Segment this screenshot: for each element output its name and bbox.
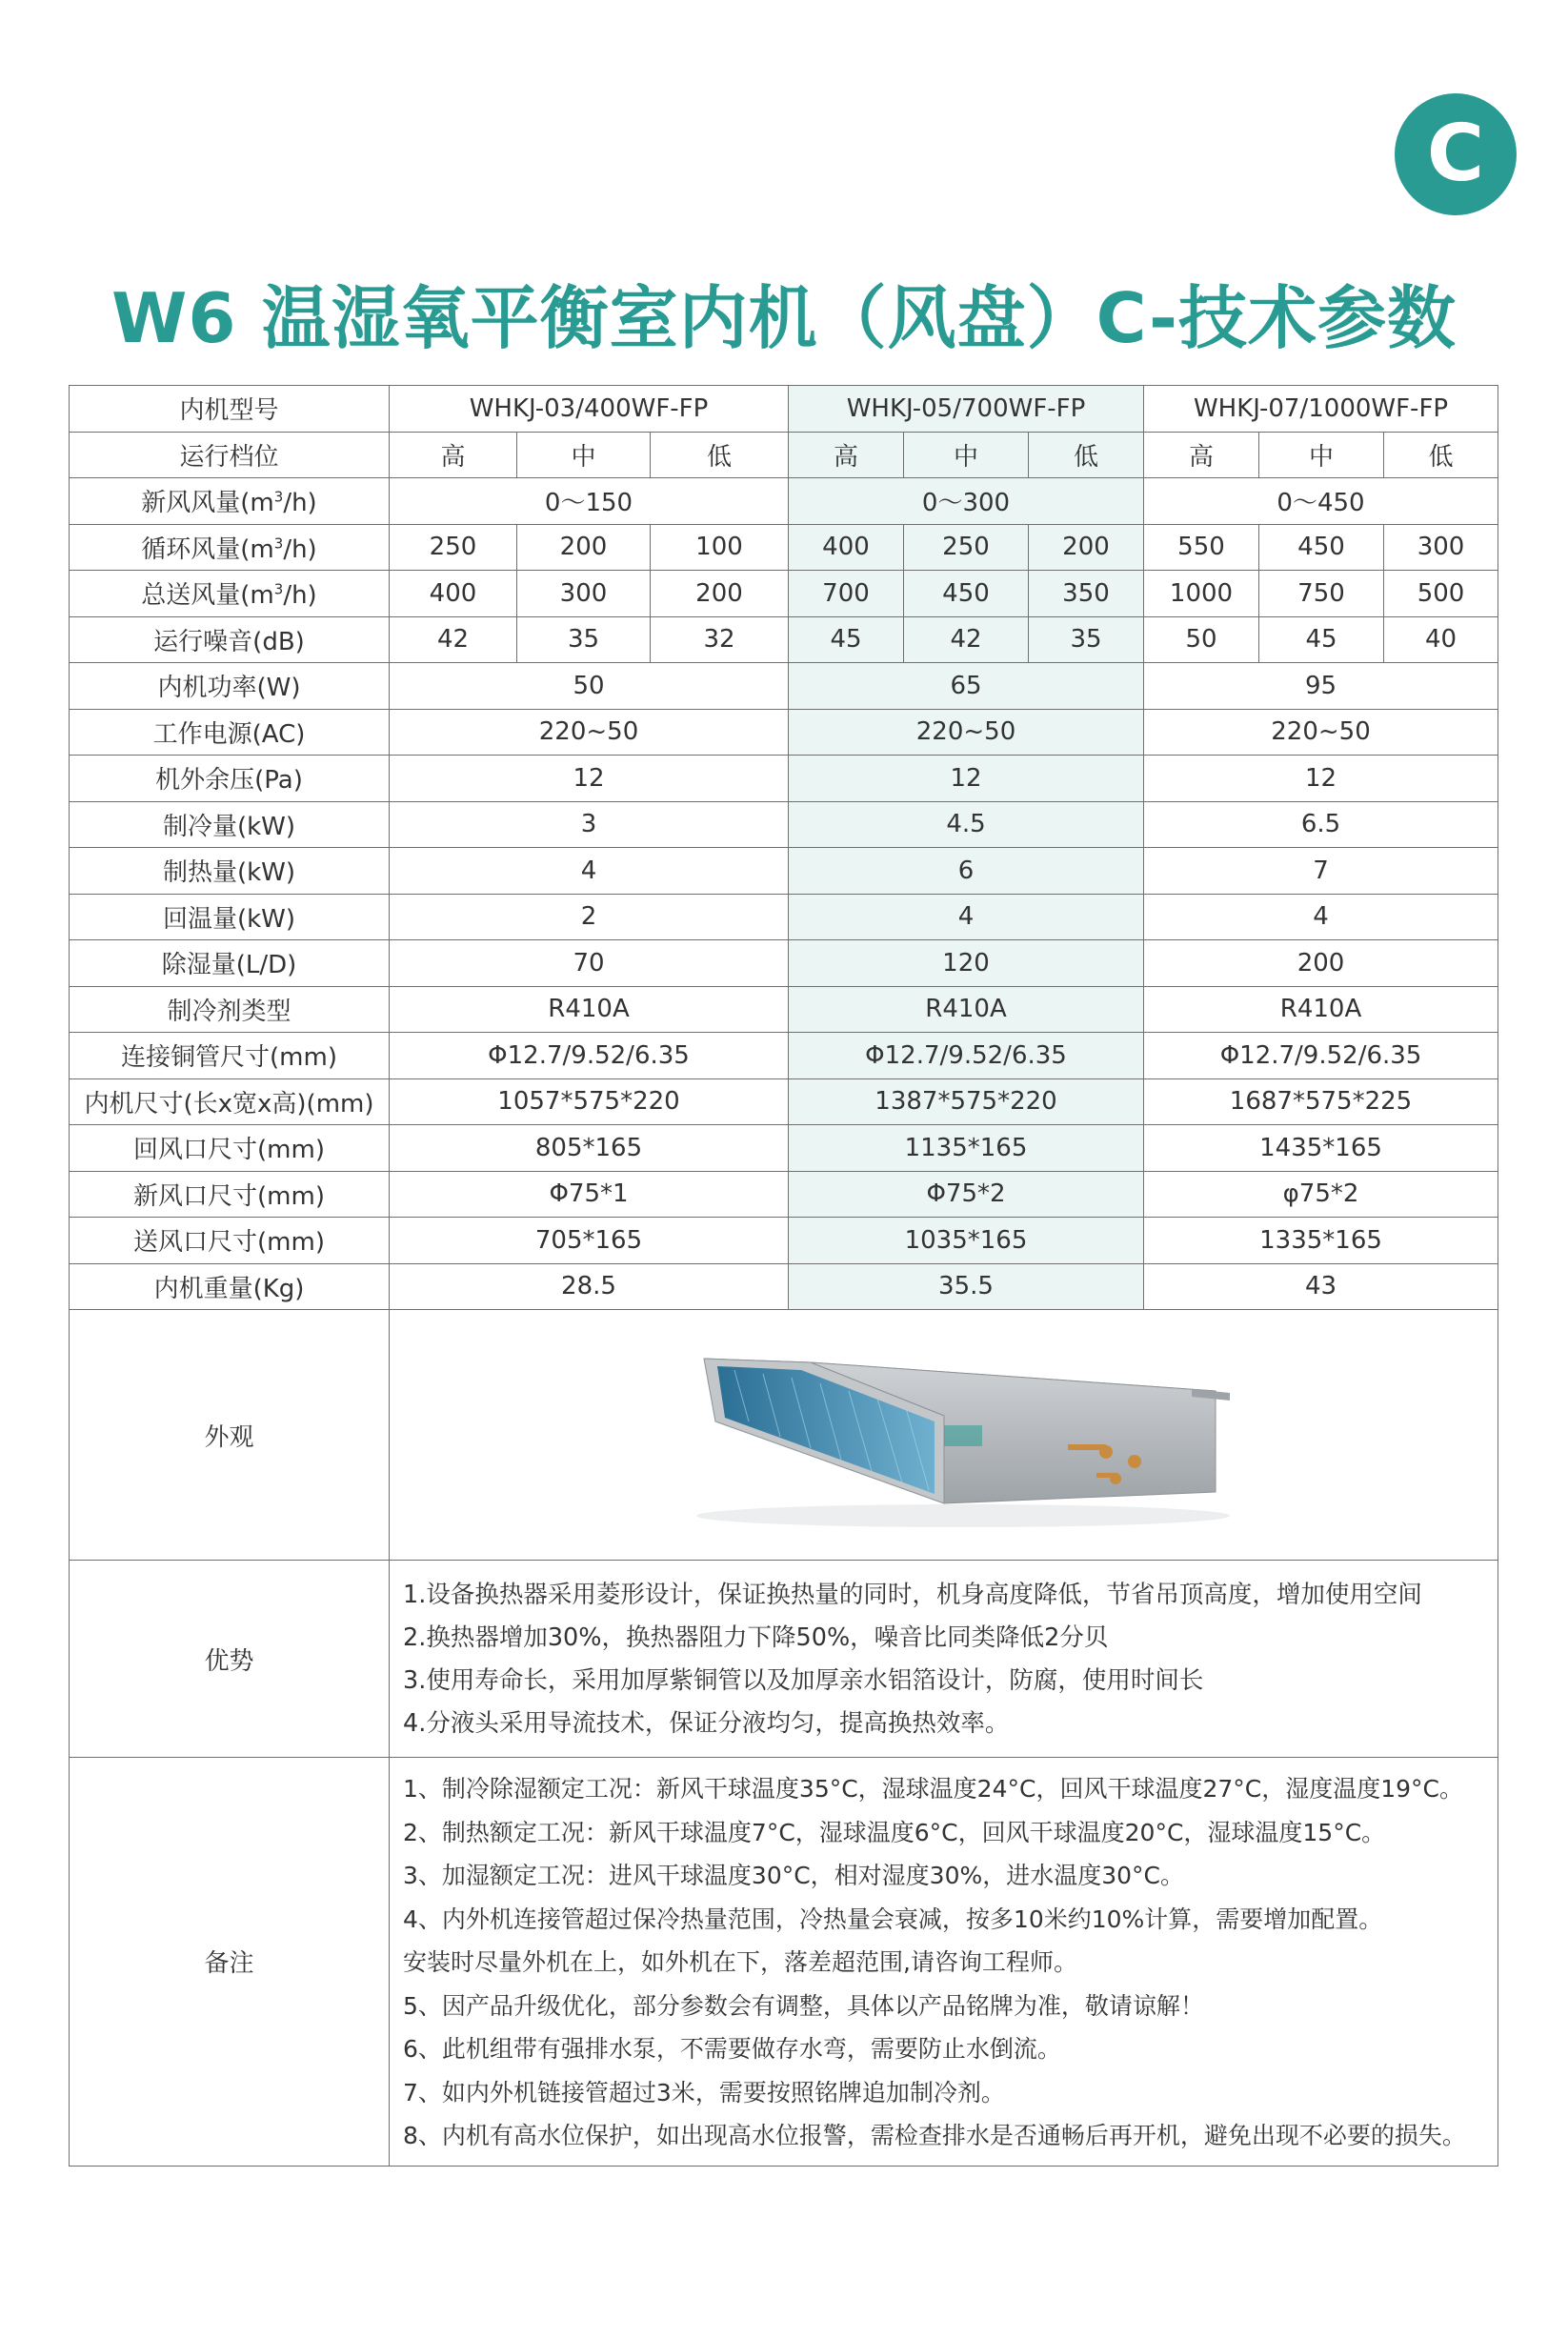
value-cell: 400 xyxy=(789,524,904,571)
value-cell: 70 xyxy=(390,940,789,987)
list-item: 安装时尽量外机在上，如外机在下，落差超范围,请咨询工程师。 xyxy=(403,1948,1077,1976)
label-return-port: 回风口尺寸(mm) xyxy=(70,1125,390,1172)
value-cell: 2 xyxy=(390,894,789,940)
gear-cell: 低 xyxy=(1029,432,1144,478)
value-cell: 705*165 xyxy=(390,1218,789,1264)
label-notes: 备注 xyxy=(70,1758,390,2167)
value-cell: 200 xyxy=(517,524,651,571)
value-cell: 50 xyxy=(1144,616,1259,663)
label-dehum: 除湿量(L/D) xyxy=(70,940,390,987)
value-cell: 6.5 xyxy=(1144,801,1498,848)
value-cell: 4 xyxy=(390,848,789,895)
value-cell: 1035*165 xyxy=(789,1218,1144,1264)
value-cell: 220~50 xyxy=(390,709,789,756)
label-advantages: 优势 xyxy=(70,1561,390,1758)
value-cell: 1135*165 xyxy=(789,1125,1144,1172)
value-cell: 250 xyxy=(904,524,1029,571)
value-cell: 1335*165 xyxy=(1144,1218,1498,1264)
row-reheat xyxy=(70,894,1498,940)
value-cell: 200 xyxy=(1144,940,1498,987)
row-cooling xyxy=(70,801,1498,848)
list-item: 2.换热器增加30%，换热器阻力下降50%，噪音比同类降低2分贝 xyxy=(403,1623,1109,1652)
value-cell: 400 xyxy=(390,571,517,617)
value-cell: 3 xyxy=(390,801,789,848)
label-fresh-port: 新风口尺寸(mm) xyxy=(70,1171,390,1218)
value-cell: 1000 xyxy=(1144,571,1259,617)
label-heating: 制热量(kW) xyxy=(70,848,390,895)
list-item: 5、因产品升级优化，部分参数会有调整，具体以产品铭牌为准，敬请谅解！ xyxy=(403,1991,1204,2020)
spec-table xyxy=(69,385,1498,2167)
row-power xyxy=(70,663,1498,710)
ducted-fan-coil-unit-image xyxy=(658,1340,1230,1530)
row-dehum xyxy=(70,940,1498,987)
row-fresh-air xyxy=(70,478,1498,525)
value-cell: 32 xyxy=(651,616,789,663)
row-supply-port xyxy=(70,1218,1498,1264)
list-item: 4、内外机连接管超过保冷热量范围，冷热量会衰减，按多10米约10%计算，需要增加配置。 xyxy=(403,1905,1383,1933)
row-recirc-air xyxy=(70,524,1498,571)
row-pipe xyxy=(70,1033,1498,1079)
value-cell: 550 xyxy=(1144,524,1259,571)
value-cell: 500 xyxy=(1384,571,1498,617)
notes-list xyxy=(390,1758,1498,2167)
label-model: 内机型号 xyxy=(70,386,390,433)
label-pressure: 机外余压(Pa) xyxy=(70,756,390,802)
value-cell: 12 xyxy=(390,756,789,802)
value-cell: 43 xyxy=(1144,1263,1498,1310)
gear-cell: 中 xyxy=(1259,432,1384,478)
model-2: WHKJ-05/700WF-FP xyxy=(789,386,1144,433)
row-supply xyxy=(70,709,1498,756)
list-item: 3.使用寿命长，采用加厚紫铜管以及加厚亲水铝箔设计，防腐，使用时间长 xyxy=(403,1666,1204,1695)
row-notes xyxy=(70,1758,1498,2167)
value-cell: 7 xyxy=(1144,848,1498,895)
label-weight: 内机重量(Kg) xyxy=(70,1263,390,1310)
row-total-air xyxy=(70,571,1498,617)
list-item: 6、此机组带有强排水泵，不需要做存水弯，需要防止水倒流。 xyxy=(403,2035,1061,2063)
value-cell: 4 xyxy=(1144,894,1498,940)
label-noise: 运行噪音(dB) xyxy=(70,616,390,663)
row-noise xyxy=(70,616,1498,663)
value-cell: 65 xyxy=(789,663,1144,710)
value-cell: Φ12.7/9.52/6.35 xyxy=(789,1033,1144,1079)
value-cell: 300 xyxy=(1384,524,1498,571)
value-cell: 45 xyxy=(1259,616,1384,663)
row-pressure xyxy=(70,756,1498,802)
label-supply: 工作电源(AC) xyxy=(70,709,390,756)
row-weight xyxy=(70,1263,1498,1310)
label-reheat: 回温量(kW) xyxy=(70,894,390,940)
list-item: 3、加湿额定工况：进风干球温度30°C，相对湿度30%，进水温度30°C。 xyxy=(403,1862,1185,1889)
value-cell: 200 xyxy=(1029,524,1144,571)
value-cell: 100 xyxy=(651,524,789,571)
value-cell: R410A xyxy=(1144,986,1498,1033)
value-cell: Φ12.7/9.52/6.35 xyxy=(1144,1033,1498,1079)
label-refrigerant: 制冷剂类型 xyxy=(70,986,390,1033)
appearance-cell xyxy=(390,1310,1498,1561)
value-cell: 28.5 xyxy=(390,1263,789,1310)
value-cell: R410A xyxy=(789,986,1144,1033)
label-dimension: 内机尺寸(长x宽x高)(mm) xyxy=(70,1078,390,1125)
label-power: 内机功率(W) xyxy=(70,663,390,710)
value-cell: 35 xyxy=(1029,616,1144,663)
value-cell: 350 xyxy=(1029,571,1144,617)
row-refrigerant xyxy=(70,986,1498,1033)
row-model xyxy=(70,386,1498,433)
gear-cell: 高 xyxy=(789,432,904,478)
label-fresh-air: 新风风量$(m^3/h)$ xyxy=(70,478,390,525)
value-cell: 750 xyxy=(1259,571,1384,617)
advantages-list xyxy=(390,1561,1498,1758)
label-cooling: 制冷量(kW) xyxy=(70,801,390,848)
value-cell: 6 xyxy=(789,848,1144,895)
fresh-air-2: 0～300 xyxy=(789,478,1144,525)
label-recirc-air: 循环风量$(m^3/h)$ xyxy=(70,524,390,571)
list-item: 1、制冷除湿额定工况：新风干球温度35°C，湿球温度24°C，回风干球温度27°C，湿度温度19°C。 xyxy=(403,1775,1463,1803)
value-cell: 50 xyxy=(390,663,789,710)
value-cell: 42 xyxy=(390,616,517,663)
value-cell: 95 xyxy=(1144,663,1498,710)
gear-cell: 高 xyxy=(1144,432,1259,478)
value-cell: Φ12.7/9.52/6.35 xyxy=(390,1033,789,1079)
model-3: WHKJ-07/1000WF-FP xyxy=(1144,386,1498,433)
value-cell: 1057*575*220 xyxy=(390,1078,789,1125)
row-fresh-port xyxy=(70,1171,1498,1218)
row-advantages xyxy=(70,1561,1498,1758)
value-cell: 700 xyxy=(789,571,904,617)
value-cell: φ75*2 xyxy=(1144,1171,1498,1218)
value-cell: R410A xyxy=(390,986,789,1033)
value-cell: Φ75*1 xyxy=(390,1171,789,1218)
row-return-port xyxy=(70,1125,1498,1172)
value-cell: 1435*165 xyxy=(1144,1125,1498,1172)
list-item: 7、如内外机链接管超过3米，需要按照铭牌追加制冷剂。 xyxy=(403,2078,1005,2106)
value-cell: 1687*575*225 xyxy=(1144,1078,1498,1125)
label-supply-port: 送风口尺寸(mm) xyxy=(70,1218,390,1264)
gear-cell: 中 xyxy=(517,432,651,478)
value-cell: 450 xyxy=(904,571,1029,617)
value-cell: 250 xyxy=(390,524,517,571)
value-cell: 220~50 xyxy=(1144,709,1498,756)
model-1: WHKJ-03/400WF-FP xyxy=(390,386,789,433)
list-item: 4.分液头采用导流技术，保证分液均匀，提高换热效率。 xyxy=(403,1709,1010,1738)
value-cell: 45 xyxy=(789,616,904,663)
row-heating xyxy=(70,848,1498,895)
value-cell: 300 xyxy=(517,571,651,617)
list-item: 2、制热额定工况：新风干球温度7°C，湿球温度6°C，回风干球温度20°C，湿球温度15°C。 xyxy=(403,1818,1386,1846)
value-cell: 35.5 xyxy=(789,1263,1144,1310)
label-pipe: 连接铜管尺寸(mm) xyxy=(70,1033,390,1079)
section-badge: C xyxy=(1395,93,1517,215)
value-cell: 35 xyxy=(517,616,651,663)
value-cell: 42 xyxy=(904,616,1029,663)
row-gear xyxy=(70,432,1498,478)
list-item: 8、内机有高水位保护，如出现高水位报警，需检查排水是否通畅后再开机，避免出现不必要的损失。 xyxy=(403,2122,1466,2149)
value-cell: 12 xyxy=(1144,756,1498,802)
value-cell: 4.5 xyxy=(789,801,1144,848)
label-appearance: 外观 xyxy=(70,1310,390,1561)
value-cell: 40 xyxy=(1384,616,1498,663)
gear-cell: 中 xyxy=(904,432,1029,478)
row-dimension xyxy=(70,1078,1498,1125)
label-total-air: 总送风量$(m^3/h)$ xyxy=(70,571,390,617)
gear-cell: 低 xyxy=(651,432,789,478)
label-gear: 运行档位 xyxy=(70,432,390,478)
fresh-air-1: 0～150 xyxy=(390,478,789,525)
value-cell: 220~50 xyxy=(789,709,1144,756)
row-appearance xyxy=(70,1310,1498,1561)
value-cell: Φ75*2 xyxy=(789,1171,1144,1218)
gear-cell: 低 xyxy=(1384,432,1498,478)
value-cell: 805*165 xyxy=(390,1125,789,1172)
value-cell: 4 xyxy=(789,894,1144,940)
list-item: 1.设备换热器采用菱形设计，保证换热量的同时，机身高度降低，节省吊顶高度，增加使用空间 xyxy=(403,1581,1422,1609)
value-cell: 450 xyxy=(1259,524,1384,571)
page-title: W6 温湿氧平衡室内机（风盘）C-技术参数 xyxy=(111,278,1457,358)
fresh-air-3: 0～450 xyxy=(1144,478,1498,525)
value-cell: 12 xyxy=(789,756,1144,802)
value-cell: 200 xyxy=(651,571,789,617)
value-cell: 1387*575*220 xyxy=(789,1078,1144,1125)
value-cell: 120 xyxy=(789,940,1144,987)
gear-cell: 高 xyxy=(390,432,517,478)
